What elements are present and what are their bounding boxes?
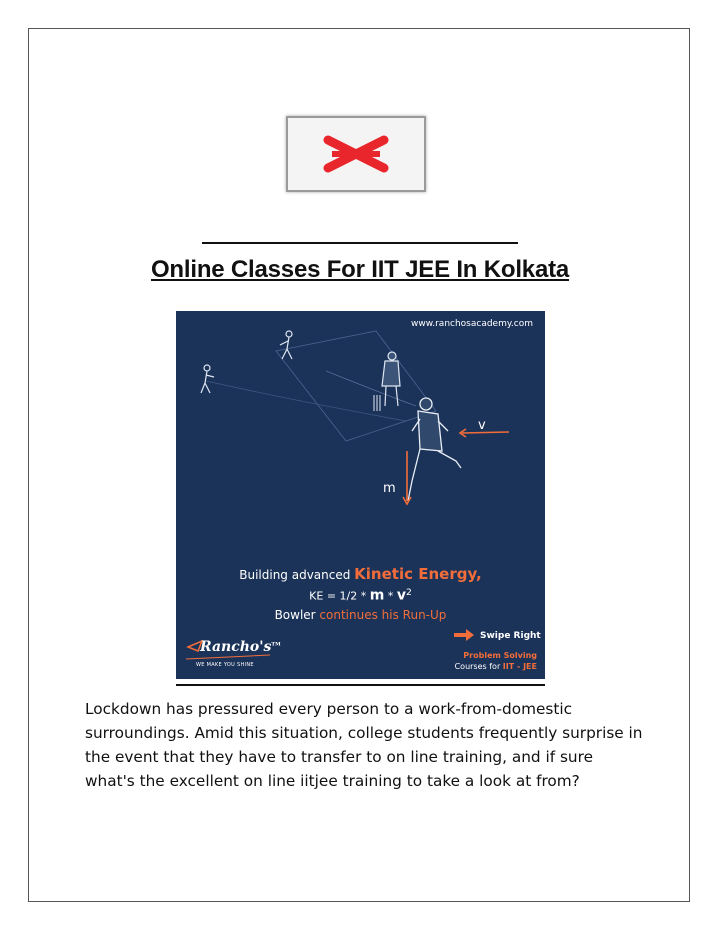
page-title: Online Classes For IIT JEE In Kolkata: [150, 256, 570, 283]
poster-headline: [176, 565, 545, 583]
subline-prefix: Bowler: [274, 608, 320, 622]
swipe-right-label: Swipe Right: [480, 631, 541, 641]
promo-poster-image: [176, 311, 545, 679]
formula-prefix: KE = 1/2 *: [309, 589, 370, 603]
arrow-right-icon: [452, 628, 476, 642]
umpire-figure: [382, 352, 400, 406]
poster-formula: [176, 587, 545, 604]
batsman-figure: [280, 331, 292, 359]
broken-image-placeholder: [286, 116, 426, 192]
body-paragraph: Lockdown has pressured every person to a work-from-domestic surroundings. Amid this situation, college students frequently surprise in the event that they have to transfer to on line training, and if sure what's the excellent on line iitjee training to take a look at from?: [85, 700, 643, 790]
headline-prefix: Building advanced: [239, 568, 355, 582]
wicketkeeper-figure: [201, 365, 214, 393]
headline-highlight: Kinetic Energy,: [354, 565, 482, 583]
title-rule-top: [202, 242, 518, 244]
problem-solving-label: Problem Solving: [463, 651, 537, 660]
logo-tm: TM: [271, 641, 281, 648]
mass-label: m: [383, 481, 396, 496]
formula-v: v: [396, 587, 406, 604]
velocity-label: v: [478, 418, 486, 433]
logo-text: [200, 639, 281, 655]
logo-wordmark: Rancho's: [200, 639, 272, 655]
formula-mid: *: [384, 589, 397, 603]
poster-subline: [176, 608, 545, 622]
formula-exp: 2: [405, 587, 412, 598]
broken-image-x-icon: [288, 118, 424, 190]
poster-url: www.ranchosacademy.com: [410, 319, 533, 329]
formula-m: m: [369, 587, 385, 604]
cricket-scene-illustration: [176, 311, 545, 561]
courses-label: [455, 662, 537, 671]
courses-highlight: IIT - JEE: [502, 662, 537, 671]
stumps: [374, 395, 380, 411]
subline-highlight: continues his Run-Up: [319, 608, 447, 622]
bowler-figure: [408, 398, 461, 501]
image-rule-bottom: [176, 684, 545, 686]
courses-prefix: Courses for: [454, 662, 503, 671]
logo-tagline: WE MAKE YOU SHINE: [196, 662, 254, 668]
